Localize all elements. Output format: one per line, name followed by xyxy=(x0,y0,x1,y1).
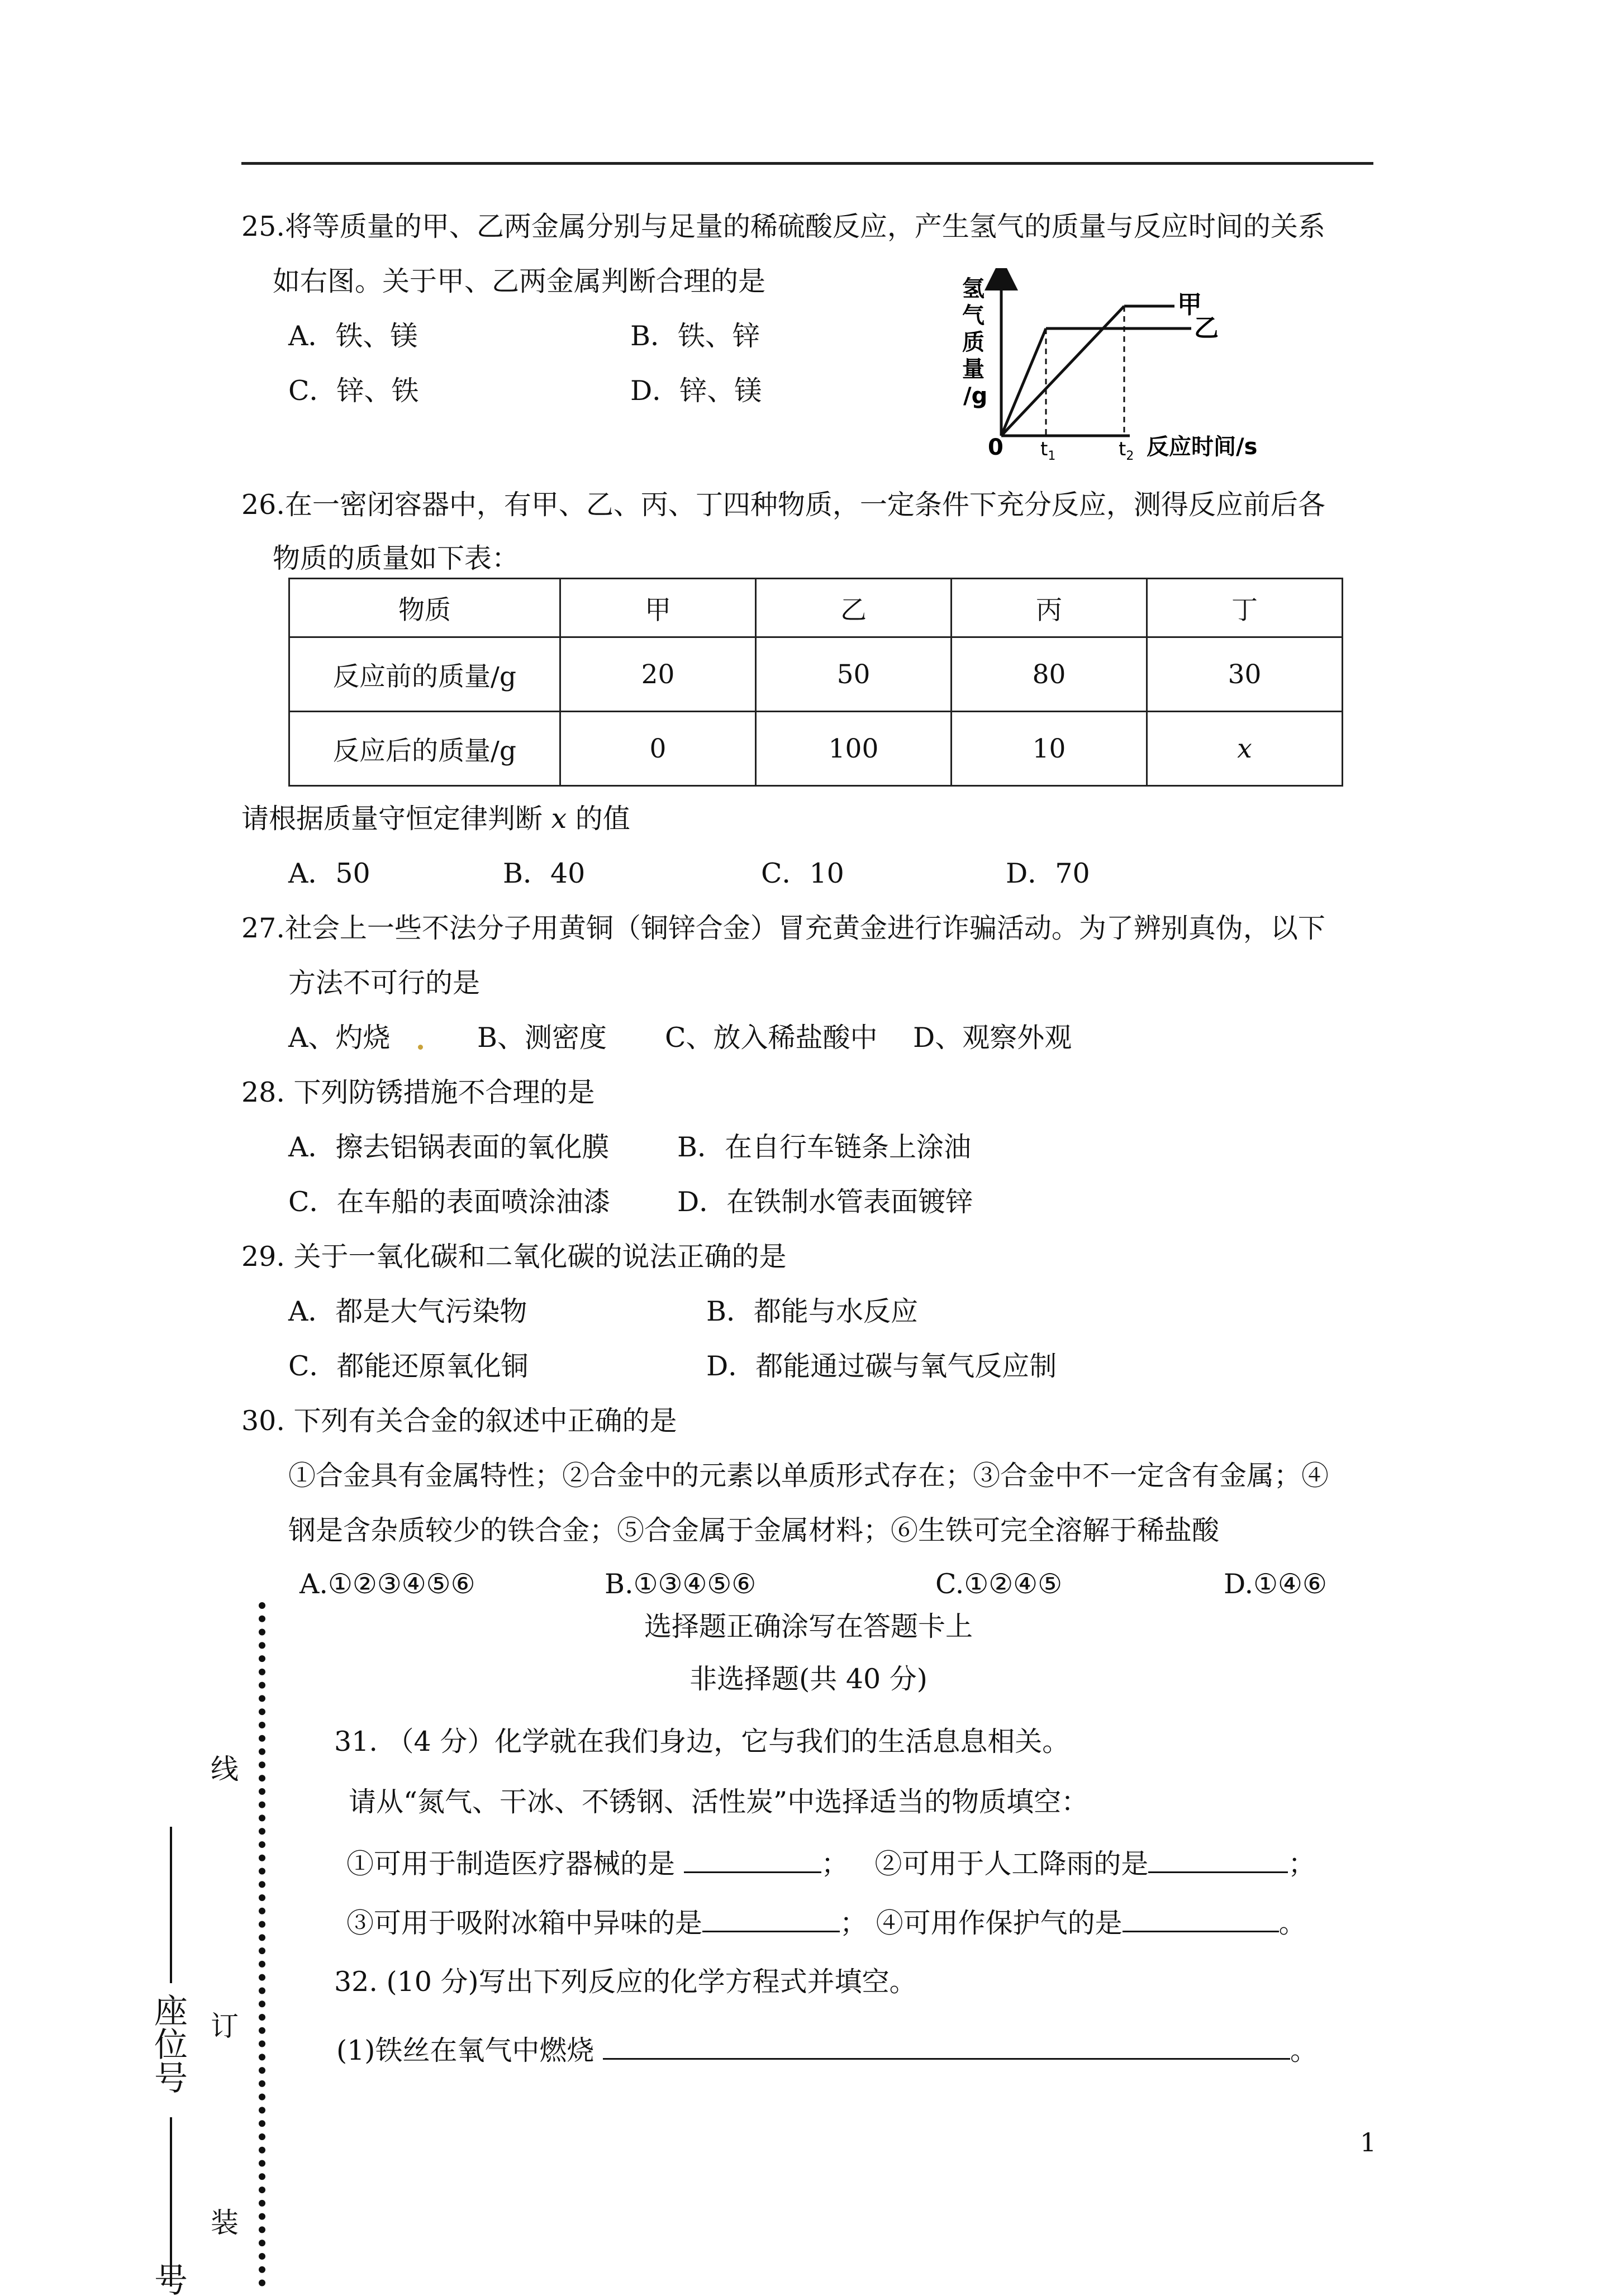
table-cell: 甲 xyxy=(560,579,756,637)
q29-option-c: C．都能还原氧化铜 xyxy=(288,1350,529,1382)
x-axis-label: 反应时间/s xyxy=(1147,434,1258,460)
q25-stem-line2: 如右图。关于甲、乙两金属判断合理的是 xyxy=(273,265,766,297)
seat-number-line-upper xyxy=(170,1827,172,1983)
table-cell: 丁 xyxy=(1147,579,1343,637)
q27-option-d: D、观察外观 xyxy=(913,1022,1072,1054)
table-row xyxy=(289,637,1343,712)
q26-after-line: 请根据质量守恒定律判断 x 的值 xyxy=(241,803,630,835)
q25-option-b: B．铁、锌 xyxy=(630,320,760,352)
q31-blank-1[interactable] xyxy=(684,1845,821,1873)
q27-option-b: B、测密度 xyxy=(477,1022,607,1054)
q31-blank-2[interactable] xyxy=(1148,1845,1288,1873)
q31-blank-3[interactable] xyxy=(702,1904,840,1932)
seat-number-line-lower xyxy=(170,2117,172,2287)
table-cell: 物质 xyxy=(289,579,560,637)
page-number: 1 xyxy=(1360,2127,1377,2157)
table-cell: 反应前的质量/g xyxy=(289,637,560,712)
hydrogen-mass-chart xyxy=(957,268,1292,464)
q26-option-b: B．40 xyxy=(503,858,586,889)
y-label-3: 质 xyxy=(962,330,985,355)
table-cell: x xyxy=(1147,712,1343,786)
q25-option-c: C．锌、铁 xyxy=(288,375,419,407)
q31-stem: 31. （4 分）化学就在我们身边，它与我们的生活息息相关。 xyxy=(334,1726,1070,1757)
table-cell: 100 xyxy=(756,712,952,786)
table-cell: 20 xyxy=(560,637,756,712)
table-cell: 丙 xyxy=(952,579,1147,637)
q28-stem: 28. 下列防锈措施不合理的是 xyxy=(241,1076,595,1108)
q31-blanks-line1: ①可用于制造医疗器械的是 ； ②可用于人工降雨的是 ； xyxy=(346,1845,1315,1881)
q29-option-a: A．都是大气污染物 xyxy=(288,1295,527,1327)
table-row xyxy=(289,712,1343,786)
q31-blank-4[interactable] xyxy=(1123,1904,1279,1932)
series-yi-rise xyxy=(1001,328,1046,436)
q26-option-d: D．70 xyxy=(1006,858,1090,889)
binding-dotted-line xyxy=(259,1602,265,2287)
q31-blanks-line2: ③可用于吸附冰箱中异味的是 ； ④可用作保护气的是 。 xyxy=(346,1904,1306,1940)
series-yi-label: 乙 xyxy=(1194,314,1219,342)
q30-option-c: C.①②④⑤ xyxy=(935,1568,1063,1600)
table-cell: 反应后的质量/g xyxy=(289,712,560,786)
table-cell: 30 xyxy=(1147,637,1343,712)
table-cell: 0 xyxy=(560,712,756,786)
table-cell: 10 xyxy=(952,712,1147,786)
q27-option-a: A、灼烧 xyxy=(288,1022,391,1054)
q30-option-d: D.①④⑥ xyxy=(1224,1568,1327,1600)
q28-option-b: B．在自行车链条上涂油 xyxy=(677,1131,972,1163)
q30-stem: 30. 下列有关合金的叙述中正确的是 xyxy=(241,1405,677,1437)
binding-label-zhuang: 装 xyxy=(206,2208,239,2236)
table-cell: 50 xyxy=(756,637,952,712)
series-jia-rise xyxy=(1001,306,1124,436)
binding-label-xian: 线 xyxy=(206,1754,239,1782)
q27-option-c: C、放入稀盐酸中 xyxy=(665,1022,878,1054)
q26-option-a: A．50 xyxy=(288,858,370,889)
y-label-2: 气 xyxy=(962,303,985,328)
q30-option-a: A.①②③④⑤⑥ xyxy=(299,1568,475,1600)
q28-option-a: A．擦去铝锅表面的氧化膜 xyxy=(288,1131,610,1163)
q26-stem-line1: 26.在一密闭容器中，有甲、乙、丙、丁四种物质，一定条件下充分反应，测得反应前后各 xyxy=(241,489,1325,521)
scan-mark xyxy=(418,1045,423,1050)
q32-part1: (1)铁丝在氧气中燃烧 。 xyxy=(336,2031,1318,2068)
section-title: 非选择题(共 40 分) xyxy=(689,1663,928,1695)
q30-statements-line1: ①合金具有金属特性；②合金中的元素以单质形式存在；③合金中不一定含有金属；④ xyxy=(288,1460,1329,1492)
t1-label: $t_1$ xyxy=(1040,438,1056,463)
y-label-4: 量 xyxy=(962,356,985,382)
table-cell: 乙 xyxy=(756,579,952,637)
q30-statements-line2: 钢是含杂质较少的铁合金；⑤合金属于金属材料；⑥生铁可完全溶解于稀盐酸 xyxy=(288,1514,1220,1546)
origin-label: 0 xyxy=(988,435,1004,460)
q29-option-d: D．都能通过碳与氧气反应制 xyxy=(706,1350,1057,1382)
q32-blank-1[interactable] xyxy=(603,2031,1290,2060)
q27-stem-line1: 27.社会上一些不法分子用黄铜（铜锌合金）冒充黄金进行诈骗活动。为了辨别真伪，以下 xyxy=(241,912,1325,944)
table-header-row xyxy=(289,579,1343,637)
q31-instruction: 请从“氮气、干冰、不锈钢、活性炭”中选择适当的物质填空： xyxy=(349,1786,1089,1818)
q25-option-d: D．锌、镁 xyxy=(630,375,762,407)
table-cell: 80 xyxy=(952,637,1147,712)
q32-stem: 32. (10 分)写出下列反应的化学方程式并填空。 xyxy=(334,1966,917,1998)
series-jia-label: 甲 xyxy=(1177,290,1202,319)
q25-option-a: A．铁、镁 xyxy=(288,320,418,352)
answer-card-note: 选择题正确涂写在答题卡上 xyxy=(644,1611,973,1642)
q28-option-c: C．在车船的表面喷涂油漆 xyxy=(288,1186,611,1218)
q25-stem-line1: 25.将等质量的甲、乙两金属分别与足量的稀硫酸反应，产生氢气的质量与反应时间的关系 xyxy=(241,211,1325,242)
q26-stem-line2: 物质的质量如下表： xyxy=(273,542,520,574)
q30-option-b: B.①③④⑤⑥ xyxy=(605,1568,757,1600)
q26-option-c: C．10 xyxy=(761,858,844,889)
y-label-1: 氢 xyxy=(962,276,985,302)
mass-table xyxy=(288,578,1343,787)
binding-label-ding: 订 xyxy=(206,2011,239,2039)
q29-option-b: B．都能与水反应 xyxy=(706,1295,919,1327)
t2-label: $t_2$ xyxy=(1119,438,1134,463)
q28-option-d: D．在铁制水管表面镀锌 xyxy=(677,1186,973,1218)
y-label-unit: /g xyxy=(963,383,988,409)
binding-edge-char: 号 xyxy=(149,2262,188,2296)
seat-number-label: 座位号 xyxy=(149,1993,188,2094)
q29-stem: 29. 关于一氧化碳和二氧化碳的说法正确的是 xyxy=(241,1241,787,1273)
top-rule xyxy=(241,162,1373,165)
q27-stem-line2: 方法不可行的是 xyxy=(288,967,481,999)
